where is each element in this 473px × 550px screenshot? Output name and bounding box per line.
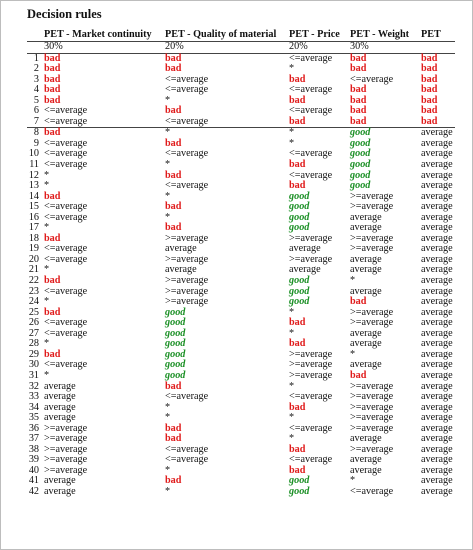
rule-cell: good <box>289 296 310 308</box>
rule-number: 22 <box>28 275 39 287</box>
rule-cell: average <box>421 222 453 234</box>
rule-cell: good <box>350 148 371 160</box>
rule-number: 40 <box>28 464 39 476</box>
rule-cell: bad <box>289 73 306 85</box>
rule-cell: bad <box>165 52 182 64</box>
rule-cell: bad <box>165 222 182 234</box>
rule-cell: >=average <box>44 433 88 445</box>
rule-cell: <=average <box>44 211 88 223</box>
rule-cell: bad <box>44 127 61 139</box>
rule-cell: bad <box>289 94 306 106</box>
rule-number: 10 <box>28 148 39 160</box>
rule-cell: average <box>350 253 382 265</box>
rule-number: 35 <box>28 412 39 424</box>
rule-cell: good <box>289 201 310 213</box>
rule-cell: average <box>421 401 453 413</box>
rule-cell: <=average <box>44 148 88 160</box>
rule-cell: bad <box>350 84 367 96</box>
rule-cell: good <box>289 485 310 497</box>
rule-number: 27 <box>28 327 39 339</box>
rule-number: 1 <box>33 52 39 64</box>
rule-number: 38 <box>28 443 39 455</box>
rule-cell: >=average <box>350 232 394 244</box>
rule-cell: average <box>44 475 76 487</box>
rule-cell: >=average <box>165 285 209 297</box>
rule-cell: * <box>289 127 295 139</box>
rule-cell: >=average <box>289 348 333 360</box>
rule-cell: <=average <box>289 84 333 96</box>
rule-cell: <=average <box>44 105 88 117</box>
rule-cell: * <box>165 190 171 202</box>
rule-cell: * <box>289 412 295 424</box>
weight-value: 30% <box>350 41 369 52</box>
rule-cell: average <box>421 159 453 171</box>
rule-cell: >=average <box>165 253 209 265</box>
table-row <box>27 128 455 139</box>
rule-cell: >=average <box>350 317 394 329</box>
decision-rules-table <box>27 29 455 498</box>
table-row <box>27 445 455 456</box>
rule-cell: good <box>165 359 186 371</box>
rule-cell: good <box>165 317 186 329</box>
rule-cell: >=average <box>350 201 394 213</box>
rule-cell: average <box>421 454 453 466</box>
rule-number: 21 <box>28 264 39 276</box>
table-row <box>27 117 455 128</box>
rule-number: 24 <box>28 296 39 308</box>
rule-cell: average <box>350 211 382 223</box>
rule-cell: good <box>289 190 310 202</box>
rule-cell: >=average <box>350 243 394 255</box>
rule-cell: bad <box>44 73 61 85</box>
rule-cell: bad <box>44 52 61 64</box>
rule-cell: <=average <box>350 73 394 85</box>
table-row <box>27 455 455 466</box>
table-row <box>27 276 455 287</box>
rule-number: 25 <box>28 306 39 318</box>
rule-cell: average <box>421 243 453 255</box>
rule-cell: average <box>350 338 382 350</box>
rule-number: 14 <box>28 190 39 202</box>
rule-cell: >=average <box>289 359 333 371</box>
rule-cell: bad <box>350 63 367 75</box>
rule-cell: bad <box>289 464 306 476</box>
rule-cell: average <box>165 264 197 276</box>
rule-cell: * <box>165 127 171 139</box>
rule-number: 37 <box>28 433 39 445</box>
table-row <box>27 202 455 213</box>
rule-cell: * <box>289 137 295 149</box>
rule-cell: >=average <box>350 443 394 455</box>
table-row <box>27 318 455 329</box>
rule-cell: average <box>289 264 321 276</box>
rule-cell: average <box>350 454 382 466</box>
rule-cell: bad <box>165 201 182 213</box>
table-row <box>27 85 455 96</box>
rule-number: 15 <box>28 201 39 213</box>
rule-cell: * <box>44 338 50 350</box>
rule-cell: <=average <box>44 137 88 149</box>
rule-cell: average <box>421 127 453 139</box>
rule-number: 17 <box>28 222 39 234</box>
rule-number: 41 <box>28 475 39 487</box>
rule-cell: bad <box>165 380 182 392</box>
rule-cell: bad <box>421 73 438 85</box>
table-row <box>27 106 455 117</box>
rule-cell: average <box>421 180 453 192</box>
rule-cell: good <box>165 369 186 381</box>
rule-cell: <=average <box>350 485 394 497</box>
rule-cell: bad <box>350 369 367 381</box>
rule-cell: average <box>289 243 321 255</box>
rule-cell: >=average <box>165 296 209 308</box>
rule-cell: average <box>421 253 453 265</box>
rule-cell: average <box>421 137 453 149</box>
rule-number: 20 <box>28 253 39 265</box>
rule-cell: >=average <box>350 306 394 318</box>
rule-cell: average <box>44 412 76 424</box>
rule-cell: bad <box>350 52 367 64</box>
rule-number: 23 <box>28 285 39 297</box>
rule-cell: bad <box>289 401 306 413</box>
rule-cell: average <box>421 275 453 287</box>
rule-cell: average <box>421 475 453 487</box>
rule-cell: good <box>350 137 371 149</box>
rule-cell: bad <box>44 275 61 287</box>
rule-cell: * <box>350 475 356 487</box>
rule-cell: average <box>421 264 453 276</box>
table-row <box>27 371 455 382</box>
page-title: Decision rules <box>27 7 102 21</box>
rule-cell: >=average <box>289 253 333 265</box>
table-row <box>27 139 455 150</box>
rule-cell: good <box>165 338 186 350</box>
rule-cell: * <box>165 464 171 476</box>
rule-cell: bad <box>165 137 182 149</box>
rule-cell: * <box>165 159 171 171</box>
rule-cell: >=average <box>44 422 88 434</box>
rule-cell: good <box>165 306 186 318</box>
rule-cell: bad <box>421 52 438 64</box>
rule-number: 18 <box>28 232 39 244</box>
rule-cell: <=average <box>165 443 209 455</box>
rule-number: 16 <box>28 211 39 223</box>
rule-cell: bad <box>165 169 182 181</box>
rule-number: 13 <box>28 180 39 192</box>
weight-value: 20% <box>165 41 184 52</box>
rule-cell: good <box>165 327 186 339</box>
rule-cell: bad <box>289 317 306 329</box>
rule-cell: >=average <box>350 401 394 413</box>
rule-cell: * <box>350 275 356 287</box>
rule-cell: * <box>165 412 171 424</box>
rule-cell: average <box>421 443 453 455</box>
table-row <box>27 54 455 65</box>
rule-cell: <=average <box>289 454 333 466</box>
rule-cell: bad <box>421 115 438 127</box>
rule-cell: average <box>421 327 453 339</box>
rule-number: 8 <box>33 127 39 139</box>
rule-cell: * <box>289 380 295 392</box>
rule-cell: >=average <box>350 422 394 434</box>
table-row <box>27 171 455 182</box>
rule-cell: bad <box>350 105 367 117</box>
rule-cell: >=average <box>289 232 333 244</box>
rule-number: 19 <box>28 243 39 255</box>
rule-cell: bad <box>289 115 306 127</box>
rule-number: 33 <box>28 391 39 403</box>
rule-cell: <=average <box>289 422 333 434</box>
rule-cell: * <box>44 180 50 192</box>
rule-cell: good <box>289 475 310 487</box>
rule-cell: <=average <box>44 253 88 265</box>
table-row <box>27 160 455 171</box>
rule-cell: * <box>165 94 171 106</box>
rule-cell: bad <box>289 443 306 455</box>
table-row <box>27 287 455 298</box>
rule-cell: bad <box>44 306 61 318</box>
rule-number: 36 <box>28 422 39 434</box>
rule-cell: bad <box>165 105 182 117</box>
table-row <box>27 149 455 160</box>
rule-cell: * <box>289 327 295 339</box>
rule-cell: * <box>44 369 50 381</box>
rule-cell: average <box>44 401 76 413</box>
rule-cell: average <box>421 464 453 476</box>
rule-cell: average <box>421 391 453 403</box>
rule-number: 34 <box>28 401 39 413</box>
rule-cell: * <box>165 401 171 413</box>
rule-cell: average <box>421 485 453 497</box>
rule-cell: good <box>350 127 371 139</box>
rule-cell: <=average <box>44 243 88 255</box>
table-row <box>27 424 455 435</box>
table-header-row <box>27 29 455 41</box>
weight-value: 30% <box>44 41 63 52</box>
rule-cell: average <box>44 380 76 392</box>
rule-cell: average <box>44 391 76 403</box>
rule-cell: * <box>44 296 50 308</box>
rule-cell: >=average <box>165 232 209 244</box>
table-row <box>27 392 455 403</box>
rule-cell: bad <box>289 159 306 171</box>
rule-cell: bad <box>165 475 182 487</box>
rule-cell: average <box>421 380 453 392</box>
rule-cell: average <box>421 422 453 434</box>
rule-cell: average <box>350 433 382 445</box>
rule-number: 31 <box>28 369 39 381</box>
rule-cell: <=average <box>289 391 333 403</box>
rule-cell: >=average <box>350 412 394 424</box>
rule-cell: average <box>421 296 453 308</box>
rule-cell: >=average <box>350 380 394 392</box>
rule-cell: <=average <box>165 454 209 466</box>
column-header: PET - Market continuity <box>44 29 152 40</box>
rule-number: 30 <box>28 359 39 371</box>
table-row <box>27 96 455 107</box>
rule-cell: <=average <box>289 148 333 160</box>
rule-cell: bad <box>421 63 438 75</box>
rule-cell: >=average <box>165 275 209 287</box>
rule-cell: good <box>350 159 371 171</box>
rule-cell: bad <box>421 94 438 106</box>
rule-number: 9 <box>33 137 39 149</box>
rule-number: 39 <box>28 454 39 466</box>
rule-cell: bad <box>165 433 182 445</box>
rule-cell: <=average <box>289 169 333 181</box>
rule-cell: bad <box>44 63 61 75</box>
rule-cell: <=average <box>165 148 209 160</box>
rule-cell: <=average <box>289 52 333 64</box>
rule-cell: <=average <box>165 115 209 127</box>
rule-number: 4 <box>33 84 39 96</box>
rule-cell: bad <box>165 422 182 434</box>
rule-cell: good <box>165 348 186 360</box>
rule-cell: >=average <box>350 190 394 202</box>
rule-cell: average <box>350 464 382 476</box>
rule-cell: <=average <box>44 115 88 127</box>
rule-number: 2 <box>33 63 39 75</box>
rule-cell: average <box>350 285 382 297</box>
rule-number: 42 <box>28 485 39 497</box>
rule-cell: average <box>350 264 382 276</box>
rule-number: 3 <box>33 73 39 85</box>
table-row <box>27 360 455 371</box>
column-header: PET - Price <box>289 29 340 40</box>
rule-cell: average <box>421 148 453 160</box>
rule-cell: <=average <box>165 73 209 85</box>
weight-value: 20% <box>289 41 308 52</box>
rule-cell: bad <box>165 63 182 75</box>
rule-cell: <=average <box>44 327 88 339</box>
rules-body <box>27 54 455 498</box>
rule-number: 11 <box>29 159 39 171</box>
table-row <box>27 350 455 361</box>
rule-cell: bad <box>289 338 306 350</box>
rule-number: 7 <box>33 115 39 127</box>
rule-cell: average <box>421 169 453 181</box>
column-header: PET - Quality of material <box>165 29 277 40</box>
rule-cell: average <box>165 243 197 255</box>
rule-cell: average <box>421 412 453 424</box>
rule-cell: >=average <box>44 454 88 466</box>
rule-cell: <=average <box>165 391 209 403</box>
rule-cell: average <box>421 211 453 223</box>
rule-number: 5 <box>33 94 39 106</box>
rule-cell: average <box>350 327 382 339</box>
rule-cell: * <box>289 306 295 318</box>
rule-cell: average <box>421 433 453 445</box>
rule-cell: bad <box>44 94 61 106</box>
rule-cell: average <box>421 190 453 202</box>
table-row <box>27 265 455 276</box>
rule-cell: average <box>350 222 382 234</box>
rule-cell: good <box>289 211 310 223</box>
rule-number: 32 <box>28 380 39 392</box>
rule-cell: average <box>421 338 453 350</box>
column-header: PET <box>421 29 441 40</box>
rule-cell: * <box>289 63 295 75</box>
rule-number: 28 <box>28 338 39 350</box>
rule-cell: average <box>421 348 453 360</box>
rule-number: 29 <box>28 348 39 360</box>
rule-cell: * <box>44 169 50 181</box>
rule-cell: average <box>421 359 453 371</box>
rule-cell: good <box>289 222 310 234</box>
rule-cell: average <box>421 306 453 318</box>
rule-cell: average <box>421 369 453 381</box>
table-row <box>27 213 455 224</box>
rule-cell: <=average <box>44 201 88 213</box>
rule-cell: bad <box>44 84 61 96</box>
rule-cell: bad <box>350 94 367 106</box>
rule-cell: bad <box>350 115 367 127</box>
table-row <box>27 244 455 255</box>
table-row <box>27 329 455 340</box>
rule-cell: average <box>421 317 453 329</box>
rule-cell: >=average <box>350 391 394 403</box>
table-row <box>27 339 455 350</box>
rule-cell: <=average <box>44 159 88 171</box>
rule-cell: * <box>350 348 356 360</box>
weights-row <box>27 42 455 53</box>
rule-cell: bad <box>44 190 61 202</box>
rule-cell: average <box>421 285 453 297</box>
column-header: PET - Weight <box>350 29 410 40</box>
rule-cell: good <box>350 169 371 181</box>
rule-cell: * <box>44 222 50 234</box>
rule-number: 6 <box>33 105 39 117</box>
rule-cell: >=average <box>44 464 88 476</box>
table-row <box>27 487 455 498</box>
rule-cell: average <box>350 359 382 371</box>
rule-cell: bad <box>421 84 438 96</box>
rule-cell: bad <box>44 232 61 244</box>
rule-cell: <=average <box>165 84 209 96</box>
rule-cell: bad <box>289 180 306 192</box>
rule-cell: average <box>421 232 453 244</box>
rule-cell: average <box>421 201 453 213</box>
rule-cell: <=average <box>44 317 88 329</box>
rule-cell: <=average <box>289 105 333 117</box>
rule-cell: bad <box>421 105 438 117</box>
table-row <box>27 75 455 86</box>
rule-cell: >=average <box>44 443 88 455</box>
rule-cell: * <box>44 264 50 276</box>
rule-cell: good <box>289 275 310 287</box>
rule-cell: <=average <box>44 359 88 371</box>
rule-cell: good <box>289 285 310 297</box>
rule-cell: * <box>165 485 171 497</box>
rule-cell: <=average <box>44 285 88 297</box>
rule-cell: bad <box>350 296 367 308</box>
rule-number: 12 <box>28 169 39 181</box>
rule-cell: * <box>289 433 295 445</box>
rule-cell: good <box>350 180 371 192</box>
rule-cell: <=average <box>165 180 209 192</box>
rule-cell: * <box>165 211 171 223</box>
rule-number: 26 <box>28 317 39 329</box>
rule-cell: bad <box>44 348 61 360</box>
table-row <box>27 255 455 266</box>
rule-cell: >=average <box>289 369 333 381</box>
table-row <box>27 466 455 477</box>
rule-cell: average <box>44 485 76 497</box>
